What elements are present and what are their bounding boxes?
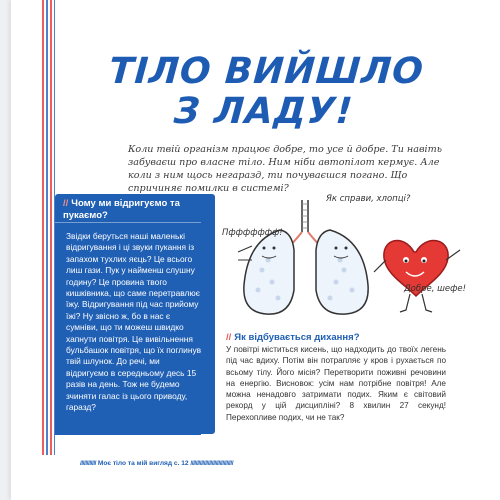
sidebar-heading-text: Чому ми відригуємо та пукаємо? [63, 198, 180, 221]
section-heading-text: Як відбувається дихання? [234, 332, 360, 343]
lungs-sound-text: Пффффффф! [222, 228, 283, 238]
intro-paragraph: Коли твій організм працює добре, то усе й добре. Ти навіть забуваєш про власне тіло. Ним ніби автопілот кермує. Але коли з ним щось негаразд, ти почуваєшся погано. Що спричиняє помилки в системі? [128, 144, 442, 194]
footer-label: Моє тіло та мій вигляд с. 12 [97, 460, 189, 467]
sidebar-box [55, 194, 215, 434]
heart-question-text: Як справи, хлопці? [326, 194, 411, 204]
section-slashes: // [226, 332, 232, 343]
section-body-text: У повітрі міститься кисень, що надходить до твоїх легень під час вдиху. Потім він потрапляє у кров і рухається по всьому тілу. Його місія? Перетворити поживні речовини на енергію. Висновок: усім нам потрібне повітря! Але можна ненадовго затримати подих. Яким є світовий рекорд у цій дисципліні? 8 хвилин 27 секунд! Перехопливе подих, чи не так? [226, 345, 446, 422]
footer-slashes-left: //////////// [80, 460, 96, 467]
illustration [218, 190, 500, 330]
lungs-heart-illustration [218, 190, 500, 330]
footer-slashes-right: //////////////////////////////// [190, 460, 234, 467]
page-title [97, 52, 433, 132]
sidebar-slashes: // [63, 198, 69, 209]
sidebar-heading [63, 198, 211, 222]
heart-answer-text: Добре, шефе! [404, 284, 467, 294]
decorative-stripe [42, 0, 55, 455]
sidebar-text: Звідки беруться наші маленькі відригування і ці звуки пукання із запахом тухлих яєць? Це всього лиш гази. Пук у найменш слушну годину? Це провина твого кишківника, що саме перетравлює їжу. Відригування під час прийому їжі? Ну звісно ж, бо в нас є сумніви, що ти можеш швидко хапнути повітря. Це вивільнення бульбашок повітря, що їх поглинув твій шлунок. До речі, ми відригуємо в середньому десь 15 разів на день. Тож не будемо зчиняти галас із цього приводу, гаразд? [66, 231, 202, 413]
section-heading [226, 332, 446, 343]
title-line-2: З ЛАДУ! [172, 91, 355, 132]
sidebar-body [55, 222, 201, 435]
title-line-1: ТІЛО ВИЙШЛО [107, 51, 426, 92]
page-footer [80, 460, 380, 467]
